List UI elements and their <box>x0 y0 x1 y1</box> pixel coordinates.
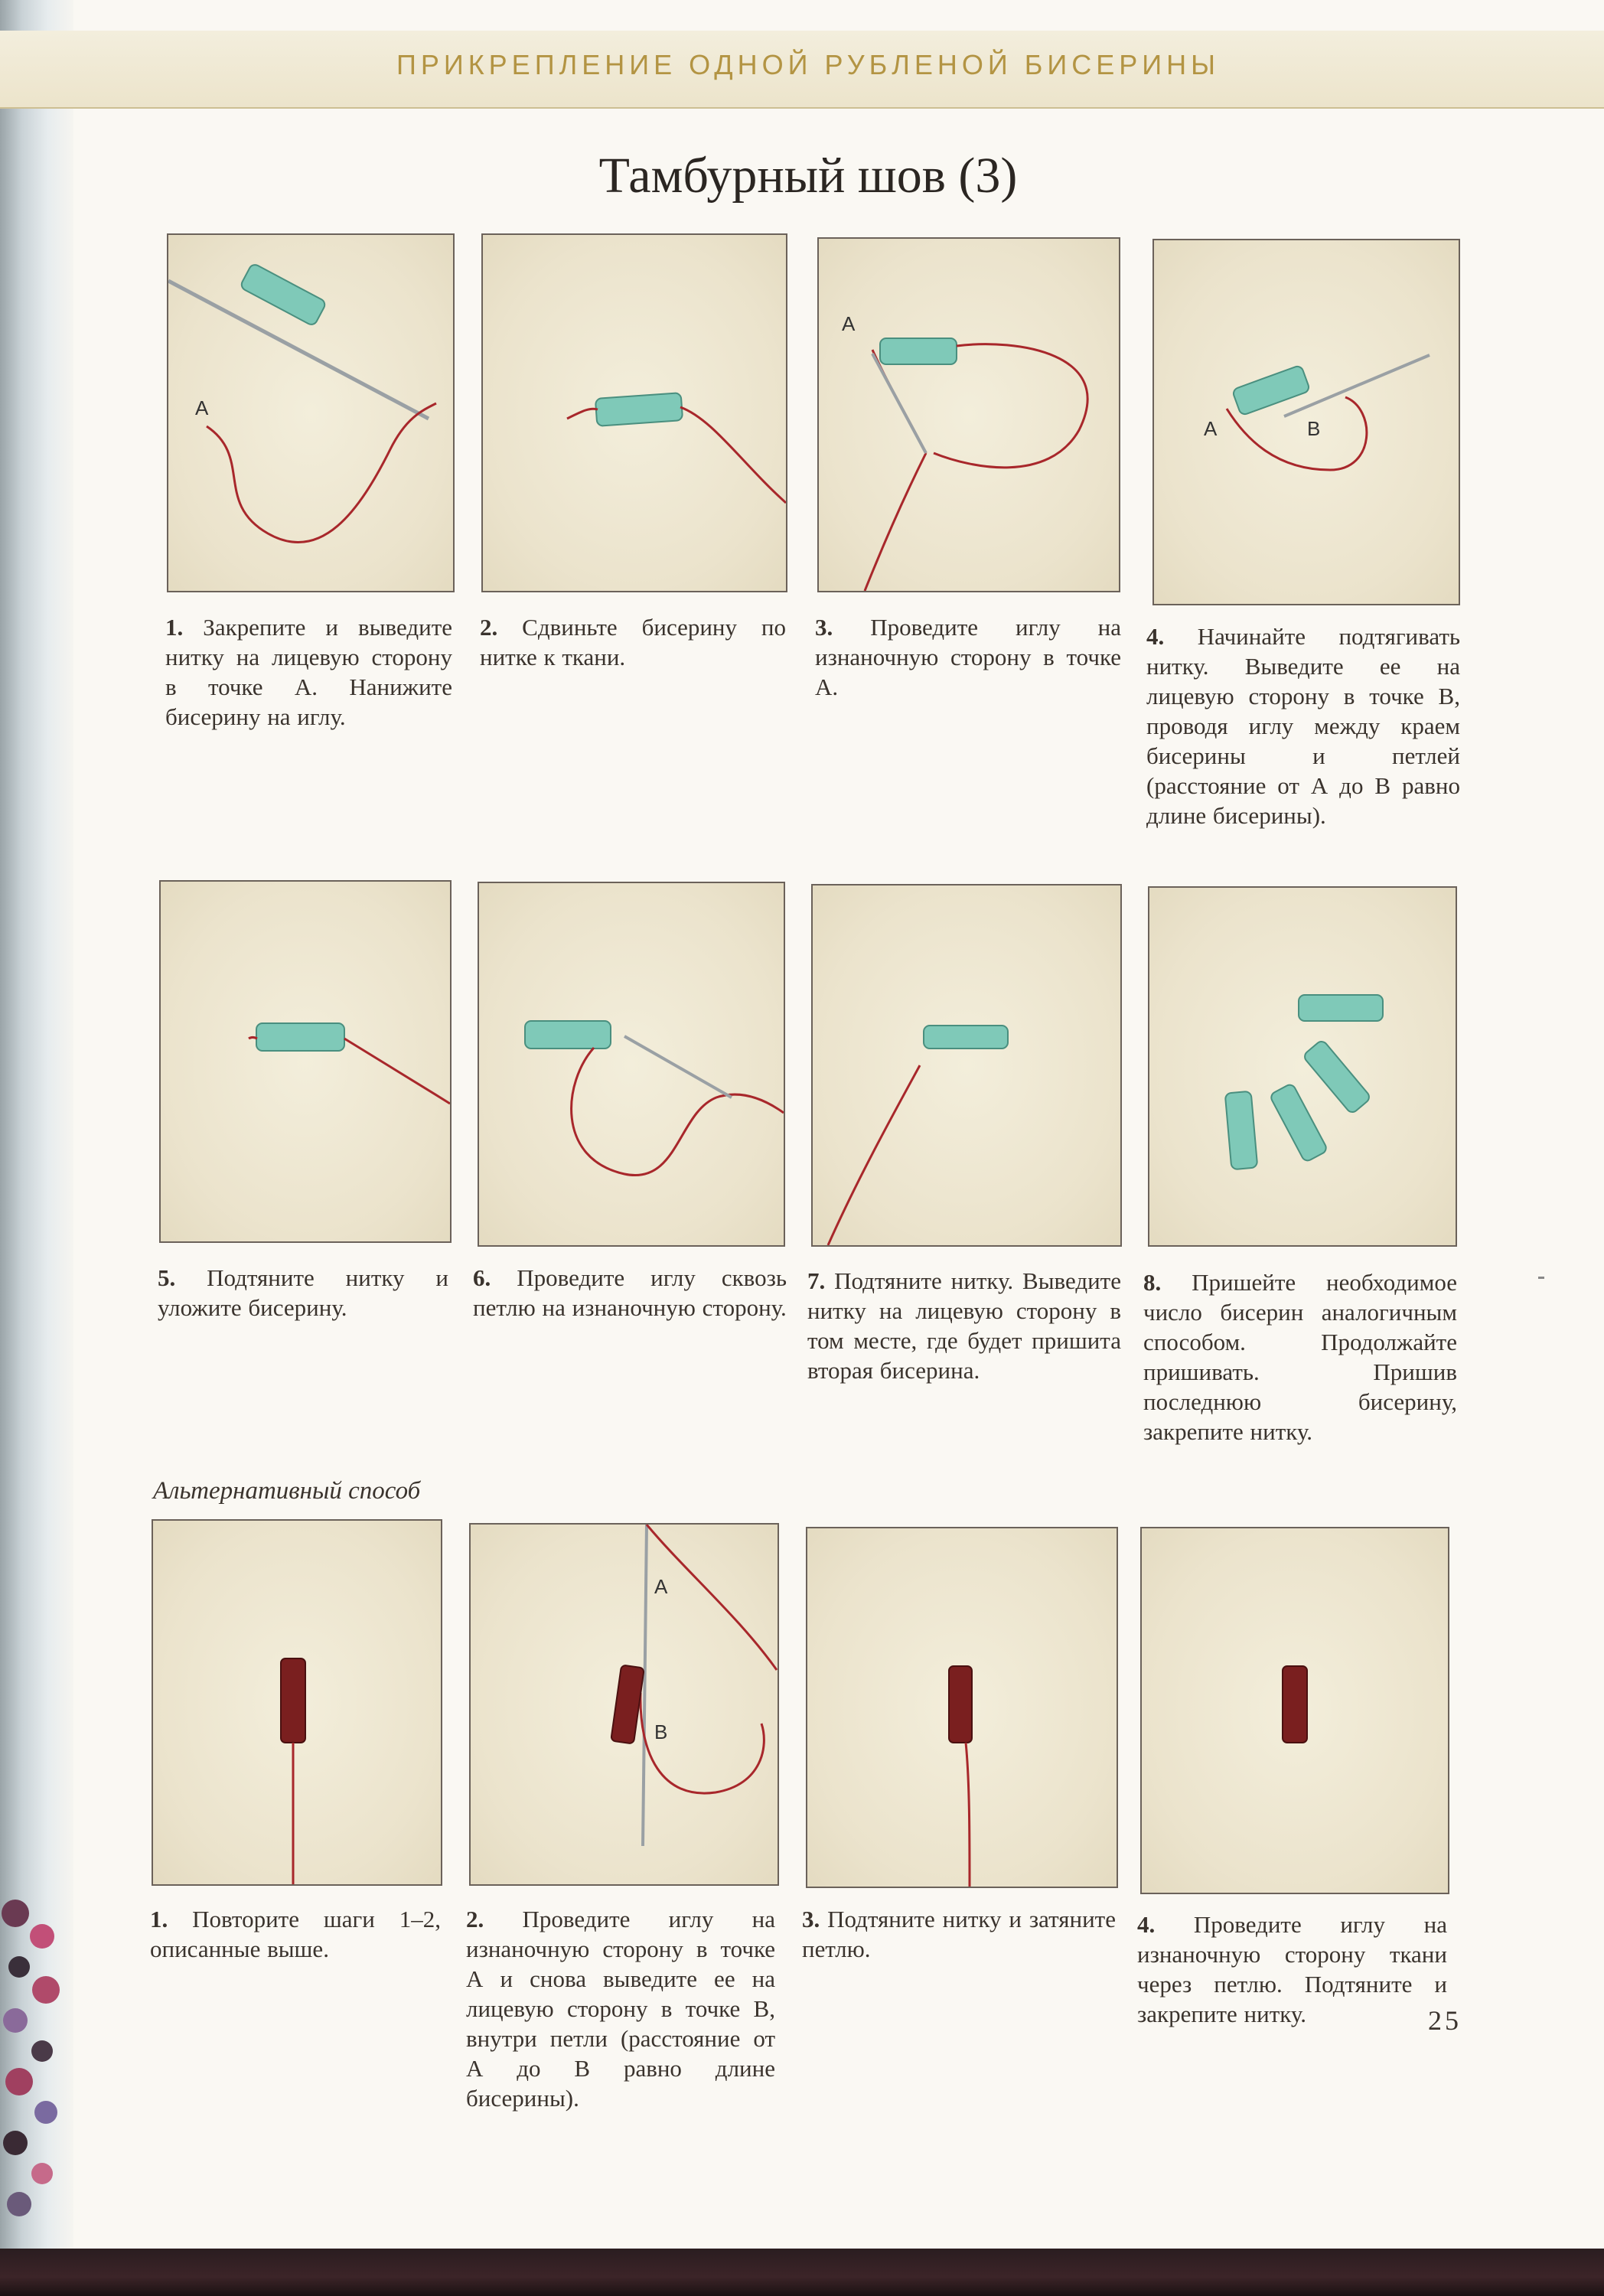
step-8-caption <box>1143 1267 1457 1446</box>
page-number: 25 <box>1428 2005 1462 2036</box>
point-label: А <box>195 396 209 419</box>
step-text: Проведите иглу на изнаночную сторону в точке А и снова выведите ее на лицевую сторону в точке В, внутри петли (расстояние от А до В равно длине бисерины). <box>466 1906 775 2112</box>
step-text: Проведите иглу на изнаночную сторону ткани через петлю. Подтяните и закрепите нитку. <box>1137 1911 1447 2027</box>
step-7-photo <box>811 884 1122 1247</box>
step-number: 6. <box>473 1264 491 1291</box>
step-number: 3. <box>802 1906 820 1932</box>
step-3-caption <box>815 612 1121 702</box>
page-title: Тамбурный шов (3) <box>598 148 1018 204</box>
step-4-caption <box>1146 621 1460 830</box>
alt-step-3-caption <box>802 1904 1116 1964</box>
running-header: ПРИКРЕПЛЕНИЕ ОДНОЙ РУБЛЕНОЙ БИСЕРИНЫ <box>396 49 1221 80</box>
step-text: Подтяните нитку и уложите бисерину. <box>158 1264 449 1321</box>
alt-step-2-caption <box>466 1904 775 2113</box>
step-5-photo <box>159 880 452 1243</box>
step-text: Закрепите и выведите нитку на лицевую сторону в точке А. Нанижите бисерину на иглу. <box>165 614 452 730</box>
book-bottom-edge <box>0 2249 1604 2296</box>
step-text: Сдвиньте бисерину по нитке к ткани. <box>480 614 787 670</box>
point-label: А <box>654 1575 668 1598</box>
page-mark <box>1538 1277 1544 1279</box>
decorative-beads-image <box>0 1883 73 2242</box>
step-3-photo <box>817 237 1120 592</box>
step-number: 1. <box>150 1906 168 1932</box>
step-8-photo <box>1148 886 1457 1247</box>
point-label: В <box>654 1720 668 1743</box>
step-text: Проведите иглу сквозь петлю на изнаночную сторону. <box>473 1264 787 1321</box>
alternative-method-heading: Альтернативный способ <box>153 1477 421 1505</box>
step-7-caption <box>807 1266 1121 1385</box>
alt-step-1-caption <box>150 1904 441 1964</box>
step-number: 7. <box>807 1267 826 1294</box>
step-text: Пришейте необходимое число бисерин аналогичным способом. Продолжайте пришивать. Пришив последнюю бисерину, закрепите нитку. <box>1143 1269 1457 1445</box>
step-number: 4. <box>1137 1911 1156 1938</box>
step-text: Подтяните нитку и затяните петлю. <box>802 1906 1116 1962</box>
point-label: В <box>1307 417 1321 440</box>
step-1-caption <box>165 612 452 732</box>
step-2-caption <box>480 612 786 672</box>
step-number: 4. <box>1146 623 1165 650</box>
step-number: 2. <box>480 614 498 641</box>
step-text: Повторите шаги 1–2, описанные выше. <box>150 1906 441 1962</box>
step-number: 8. <box>1143 1269 1162 1296</box>
step-text: Проведите иглу на изнаночную сторону в точке А. <box>815 614 1122 700</box>
step-text: Подтяните нитку. Выведите нитку на лицевую сторону в том месте, где будет пришита вторая бисерина. <box>807 1267 1121 1384</box>
alt-step-2-photo <box>469 1523 779 1886</box>
step-6-caption <box>473 1263 787 1322</box>
step-2-photo <box>481 233 787 592</box>
step-number: 5. <box>158 1264 176 1291</box>
step-number: 2. <box>466 1906 484 1932</box>
step-4-photo <box>1152 239 1460 605</box>
alt-step-1-photo <box>152 1519 442 1886</box>
point-label: А <box>1204 417 1218 440</box>
alt-step-3-photo <box>806 1527 1118 1888</box>
step-number: 1. <box>165 614 184 641</box>
header-divider <box>0 107 1604 109</box>
step-6-photo <box>478 882 785 1247</box>
step-5-caption <box>158 1263 448 1322</box>
alt-step-4-photo <box>1140 1527 1449 1894</box>
step-text: Начинайте подтягивать нитку. Выведите ее на лицевую сторону в точке В, проводя иглу между краем бисерины и петлей (расстояние от А до В равно длине бисерины). <box>1146 623 1460 829</box>
step-number: 3. <box>815 614 833 641</box>
step-1-photo <box>167 233 455 592</box>
point-label: А <box>842 312 856 335</box>
